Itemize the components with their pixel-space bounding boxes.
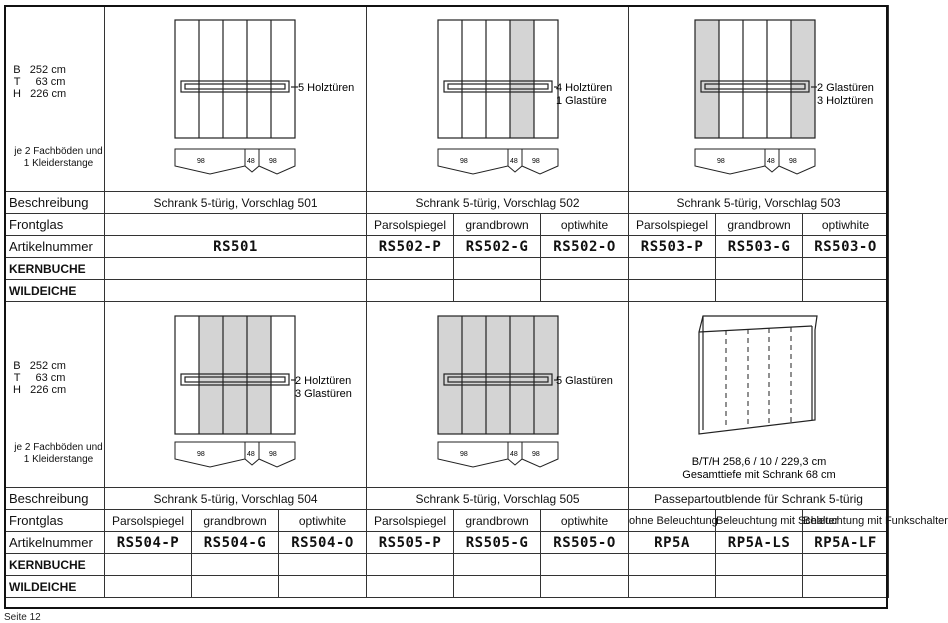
wild-cell bbox=[716, 280, 803, 302]
front-501 bbox=[105, 214, 367, 236]
art-rs504-g: RS504-G bbox=[192, 532, 279, 554]
art-rs503-o: RS503-O bbox=[803, 236, 889, 258]
dim-depth: T 63 cm bbox=[13, 372, 66, 384]
art-rs505-p: RS505-P bbox=[367, 532, 454, 554]
dim-height: H 226 cm bbox=[13, 88, 67, 100]
art-rp5a-lf: RP5A-LF bbox=[803, 532, 889, 554]
label-wildeiche: WILDEICHE bbox=[5, 576, 105, 598]
kern-cell bbox=[716, 258, 803, 280]
plan-width-left: 98 bbox=[460, 158, 468, 165]
wild-501 bbox=[105, 280, 367, 302]
art-rs504-o: RS504-O bbox=[279, 532, 367, 554]
shelves-note: je 2 Fachböden und 1 Kleiderstange bbox=[14, 442, 103, 465]
wild-cell bbox=[541, 280, 629, 302]
passepartout-drawing bbox=[629, 302, 889, 487]
front-rp5a: ohne Beleuchtung bbox=[629, 510, 716, 532]
dimensions-cell-bottom bbox=[5, 302, 105, 488]
plan-width-mid: 48 bbox=[510, 451, 518, 458]
wild-cell bbox=[541, 576, 629, 598]
kern-cell bbox=[629, 554, 716, 576]
plan-width-right: 98 bbox=[532, 451, 540, 458]
wild-cell bbox=[803, 280, 889, 302]
wild-cell bbox=[454, 280, 541, 302]
plan-width-left: 98 bbox=[197, 158, 205, 165]
art-rs505-o: RS505-O bbox=[541, 532, 629, 554]
front-505-p: Parsolspiegel bbox=[367, 510, 454, 532]
door-note-2: 3 Holztüren bbox=[817, 95, 874, 107]
front-503-o: optiwhite bbox=[803, 214, 889, 236]
label-kernbuche: KERNBUCHE bbox=[5, 258, 105, 280]
drawing-rp5a bbox=[629, 302, 889, 488]
label-artikelnummer: Artikelnummer bbox=[5, 532, 105, 554]
wild-cell bbox=[105, 576, 192, 598]
front-rp5a-lf: Beleuchtung mit Funkschalter bbox=[803, 510, 889, 532]
drawing-502 bbox=[367, 6, 629, 192]
desc-503: Schrank 5-türig, Vorschlag 503 bbox=[629, 192, 889, 214]
kern-cell bbox=[279, 554, 367, 576]
plan-width-left: 98 bbox=[717, 158, 725, 165]
front-502-o: optiwhite bbox=[541, 214, 629, 236]
wardrobe-505-drawing bbox=[367, 302, 629, 487]
wild-cell bbox=[629, 576, 716, 598]
frame-outline bbox=[699, 316, 817, 434]
drawing-505 bbox=[367, 302, 629, 488]
kern-cell bbox=[454, 258, 541, 280]
door-note-2: 1 Glastüre bbox=[556, 95, 607, 107]
art-rs502-o: RS502-O bbox=[541, 236, 629, 258]
plan-width-right: 98 bbox=[789, 158, 797, 165]
kern-cell bbox=[541, 554, 629, 576]
front-504-o: optiwhite bbox=[279, 510, 367, 532]
desc-502: Schrank 5-türig, Vorschlag 502 bbox=[367, 192, 629, 214]
wild-cell bbox=[367, 576, 454, 598]
front-503-g: grandbrown bbox=[716, 214, 803, 236]
label-wildeiche: WILDEICHE bbox=[5, 280, 105, 302]
front-502-g: grandbrown bbox=[454, 214, 541, 236]
front-505-g: grandbrown bbox=[454, 510, 541, 532]
art-rs505-g: RS505-G bbox=[454, 532, 541, 554]
wild-cell bbox=[279, 576, 367, 598]
dim-depth: T 63 cm bbox=[13, 76, 66, 88]
dim-width: B 252 cm bbox=[13, 360, 66, 372]
wardrobe-front bbox=[175, 20, 298, 138]
label-frontglas: Frontglas bbox=[5, 510, 105, 532]
plan-width-right: 98 bbox=[269, 451, 277, 458]
wild-cell bbox=[454, 576, 541, 598]
door-note: 5 Holztüren bbox=[298, 82, 355, 94]
wild-cell bbox=[192, 576, 279, 598]
plan-width-mid: 48 bbox=[247, 158, 255, 165]
wardrobe-501-drawing bbox=[105, 6, 367, 191]
floor-plan bbox=[175, 149, 295, 174]
plan-width-left: 98 bbox=[460, 451, 468, 458]
front-504-g: grandbrown bbox=[192, 510, 279, 532]
plan-width-mid: 48 bbox=[247, 451, 255, 458]
door-dashes bbox=[726, 327, 791, 428]
plan-width-left: 98 bbox=[197, 451, 205, 458]
product-table bbox=[4, 5, 948, 598]
plan-width-mid: 48 bbox=[767, 158, 775, 165]
art-rs502-p: RS502-P bbox=[367, 236, 454, 258]
label-artikelnummer: Artikelnummer bbox=[5, 236, 105, 258]
wild-cell bbox=[716, 576, 803, 598]
label-beschreibung: Beschreibung bbox=[5, 192, 105, 214]
kern-cell bbox=[629, 258, 716, 280]
rp-dim-1: B/T/H 258,6 / 10 / 229,3 cm bbox=[691, 456, 827, 468]
door-note-1: 2 Glastüren bbox=[817, 82, 874, 94]
art-rs501: RS501 bbox=[105, 236, 367, 258]
door-note-2: 3 Glastüren bbox=[295, 388, 352, 400]
wardrobe-502-drawing bbox=[367, 6, 629, 191]
plan-width-mid: 48 bbox=[510, 158, 518, 165]
kern-cell bbox=[541, 258, 629, 280]
wardrobe-504-drawing bbox=[105, 302, 367, 487]
desc-rp5a: Passepartoutblende für Schrank 5-türig bbox=[629, 488, 889, 510]
desc-505: Schrank 5-türig, Vorschlag 505 bbox=[367, 488, 629, 510]
door-note: 5 Glastüren bbox=[556, 375, 613, 387]
catalog-sheet bbox=[4, 5, 948, 609]
dimensions-cell-top bbox=[5, 6, 105, 192]
desc-504: Schrank 5-türig, Vorschlag 504 bbox=[105, 488, 367, 510]
drawing-501 bbox=[105, 6, 367, 192]
front-505-o: optiwhite bbox=[541, 510, 629, 532]
front-503-p: Parsolspiegel bbox=[629, 214, 716, 236]
front-502-p: Parsolspiegel bbox=[367, 214, 454, 236]
wild-cell bbox=[803, 576, 889, 598]
art-rs502-g: RS502-G bbox=[454, 236, 541, 258]
label-frontglas: Frontglas bbox=[5, 214, 105, 236]
art-rs503-p: RS503-P bbox=[629, 236, 716, 258]
page-number: Seite 12 bbox=[4, 612, 41, 623]
art-rp5a-ls: RP5A-LS bbox=[716, 532, 803, 554]
label-kernbuche: KERNBUCHE bbox=[5, 554, 105, 576]
plan-width-right: 98 bbox=[532, 158, 540, 165]
rp-dim-2: Gesamttiefe mit Schrank 68 cm bbox=[682, 469, 836, 481]
kern-cell bbox=[192, 554, 279, 576]
kern-cell bbox=[803, 554, 889, 576]
drawing-504 bbox=[105, 302, 367, 488]
dim-width: B 252 cm bbox=[13, 64, 66, 76]
kern-cell bbox=[367, 554, 454, 576]
wardrobe-503-drawing bbox=[629, 6, 889, 191]
kern-cell bbox=[716, 554, 803, 576]
label-beschreibung: Beschreibung bbox=[5, 488, 105, 510]
drawing-503 bbox=[629, 6, 889, 192]
front-504-p: Parsolspiegel bbox=[105, 510, 192, 532]
door-note-1: 2 Holztüren bbox=[295, 375, 352, 387]
kern-cell bbox=[367, 258, 454, 280]
desc-501: Schrank 5-türig, Vorschlag 501 bbox=[105, 192, 367, 214]
door-note-1: 4 Holztüren bbox=[556, 82, 613, 94]
kern-cell bbox=[803, 258, 889, 280]
kern-cell bbox=[454, 554, 541, 576]
dim-height: H 226 cm bbox=[13, 384, 67, 396]
art-rs503-g: RS503-G bbox=[716, 236, 803, 258]
wild-cell bbox=[629, 280, 716, 302]
shelves-note: je 2 Fachböden und 1 Kleiderstange bbox=[14, 146, 103, 169]
art-rp5a: RP5A bbox=[629, 532, 716, 554]
kern-501 bbox=[105, 258, 367, 280]
front-rp5a-ls: Beleuchtung mit Schalter bbox=[716, 510, 803, 532]
wild-cell bbox=[367, 280, 454, 302]
art-rs504-p: RS504-P bbox=[105, 532, 192, 554]
kern-cell bbox=[105, 554, 192, 576]
plan-width-right: 98 bbox=[269, 158, 277, 165]
